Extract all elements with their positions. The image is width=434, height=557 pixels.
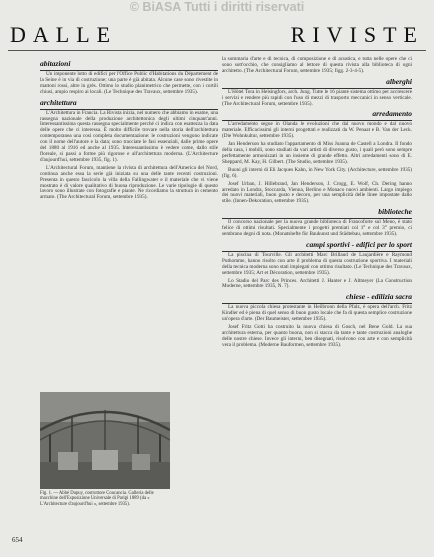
biblioteche-text: Il concorso nazionale per la nuova grande biblioteca di Francoforte sul Meno, è stato felice di ottimi risultati. Specialmente i progetti premiati col 1° e col 3° premio, ci sembrano degni di nota. (Monatshefte für Baukunst und Städtebau, settembre 1935).: [222, 219, 412, 238]
campi-sportivi-paragraph-2: Lo Stadio del Parc des Princes. Architetti J. Hanter e J. Altmeyer (La Construction Moderne, settembre 1935, N. 7).: [222, 277, 412, 290]
section-header: [10, 22, 428, 46]
arredamento-paragraph-3: Buoni gli interni di Eli Jacques Kahn, in New York City. (Architecture, settembre 1935) (fig. 6).: [222, 166, 412, 179]
chiese-paragraph-1: La nuova piccola chiesa protestante in Heilbronn della Pfalz, è opera dell'arch. Fritz Kindler ed è piena di quel senso di buon gusto locale che fa di questa semplice costruzione un'opera d'arte. (Der Baumeister, settembre 1935).: [222, 304, 412, 323]
exhibition-hall-photo: [40, 392, 170, 489]
alberghi-text: L'Hôtel Tora in Helsingfors, arch. Jung. Tutte le 16 piante sistema ottimo per accrescere i servizi e rendere più rapidi con l'uso di mezzi di trasporto meccanici in senso verticale. (The Architectural Forum, settembre 1935).: [222, 88, 412, 107]
figure-1-caption: Fig. 1. — Abbé Dupuy, costruttore Coucancia. Galleria delle macchine dell'Esposizione Universale di Parigi 1889 (da « L'Architecture d'aujourd'hui », settembre 1935).: [40, 491, 154, 507]
architettura-paragraph-1: L'Architettura in Francia. La Rivista inizia, nel numero che abbiamo in esame, una rassegna nazionale della produzione architettonica degli ultimi cinquant'anni. Interessantissima questa rassegna specialmente perché ci indica con esattezza la data delle opere che ci interessa. È molto difficile trovare nella storia dell'architettura contemporanea una così completa documentazione: le costruzioni vengono indicate con il nome dell'autore e la data; sono tracciate le fasi essenziali, dalle prime opere del 1880 al 1916 ed anche al 1935. Interessantissimo è vedere come, dallo stile floreale, si passi a forme più rigorose e all'architettura moderna. (L'Architecture d'aujourd'hui, settembre 1935, fig. 1).: [40, 109, 218, 163]
heading-abitazioni: abitazioni: [40, 59, 71, 68]
heading-biblioteche: biblioteche: [378, 207, 412, 217]
right-column: [222, 57, 412, 351]
abitazioni-text: Un imponente lotto di edifici per l'Office Public d'Habitations du Département de la Seine è in via di costruzione; una parte è già abitata. Alcune case sono rivestite in mattoni rossi, altre in grès. Ottimo lo studio planimetrico che permette, con i cortili chiusi, ampio respiro ai locali. (Le Technique des Travaux, settembre 1935).: [40, 71, 218, 95]
heading-arredamento: arredamento: [372, 109, 412, 119]
header-right-word: RIVISTE: [290, 22, 424, 47]
campi-sportivi-paragraph-1: La piscina di Tourville. Gli architetti Marc Brillaud de Laujardière e Raymond Puthomme, hanno risolto con arte il problema di questa costruzione sportiva. I materiali della tecnica moderna sono stati impiegati con ottimo risultato. (Le Technique des Travaux, settembre 1935; Art et Décoration, settembre 1935).: [222, 251, 412, 276]
arredamento-paragraph-2: Jan Henderson ha studiato l'appartamento di Miss Joanna de Castell a Londra. Il fondo della casa, i mobili, sono studiati da vari artisti di diverso gusto, i quali però sono sempre perfettamente armonizzati in un insieme di grande effetto. Altri arredamenti sono di E. Sheppard, M. Kay, H. Gilbert. (The Studio, settembre 1935).: [222, 141, 412, 165]
heading-architettura: architettura: [40, 97, 77, 107]
chiese-paragraph-2: Josef Fritz Gotti ha costruito la nuova chiesa di Gosch, nel Bene Gold. La sua architettura esterna, per quanto buona, non si stacca da tante e tante costruzioni analoghe delle nostre chiese. Invece gli interni, ben disegnati, risolvono con arte e con semplicità vera il problema. (Moderne Bauformen, settembre 1935).: [222, 324, 412, 348]
heading-alberghi: alberghi: [386, 76, 412, 86]
arredamento-paragraph-1: L'arredamento segue in Olanda le evoluzioni che dal nuovo mondo e dal nuovo materiale. Efficacissimi gli interni progettati e realizzati da W. Penaat e B. Van der Leck. (Die Wohnkultur, settembre 1935).: [222, 121, 412, 140]
right-column-intro: la sommaria d'arte e di tecnica, di composizione e di acustica, e tutta nelle opere che ci sono sott'occhio, che consigliamo al lettore di questa rivista alla biblioteca di ogni architetto. (The Architectural Forum, settembre 1935; figg. 2-3-4-5).: [222, 56, 412, 74]
figure-1-photo: [40, 392, 170, 489]
arredamento-paragraph-4: Josef Urban, J. Hillebrand, Jan Henderson, J. Crogg, E. Wolf, Ch. Dering hanno arredato in Londra, Stoccarda, Vienna, Berlino e Monaco nuovi ambienti. Largo impiego dei nuovi materiali, buon gusto e decoro, per una semplicità delle linee impostate dallo stile. (Innen-Dekoration, settembre 1935).: [222, 180, 412, 205]
heading-campi-sportivi: campi sportivi - edifici per lo sport: [306, 239, 412, 249]
heading-chiese: chiese - edilizia sacra: [345, 292, 412, 302]
left-column: [40, 57, 218, 203]
architettura-paragraph-2: L'Architectural Forum, mantiene la rivista di architettura dell'America del Nord, continua anche essa la serie già iniziata su una delle tante recenti costruzioni. Presenta in questo fascicolo la villa della Fallingwater e il materiale che vi viene mostrato è di valore qualitativo di buona riproduzione. Le varie tipologie di questo lavoro sono illustrate con fotografie e piante. Ne ricordiamo la struttura in cemento armato. (The Architectural Forum, settembre 1935).: [40, 164, 218, 201]
header-left-word: DALLE: [10, 22, 118, 47]
page-number: 654: [12, 536, 23, 544]
header-rule: [8, 50, 426, 51]
watermark-text: © BiASA Tutti i diritti riservati: [129, 0, 305, 14]
